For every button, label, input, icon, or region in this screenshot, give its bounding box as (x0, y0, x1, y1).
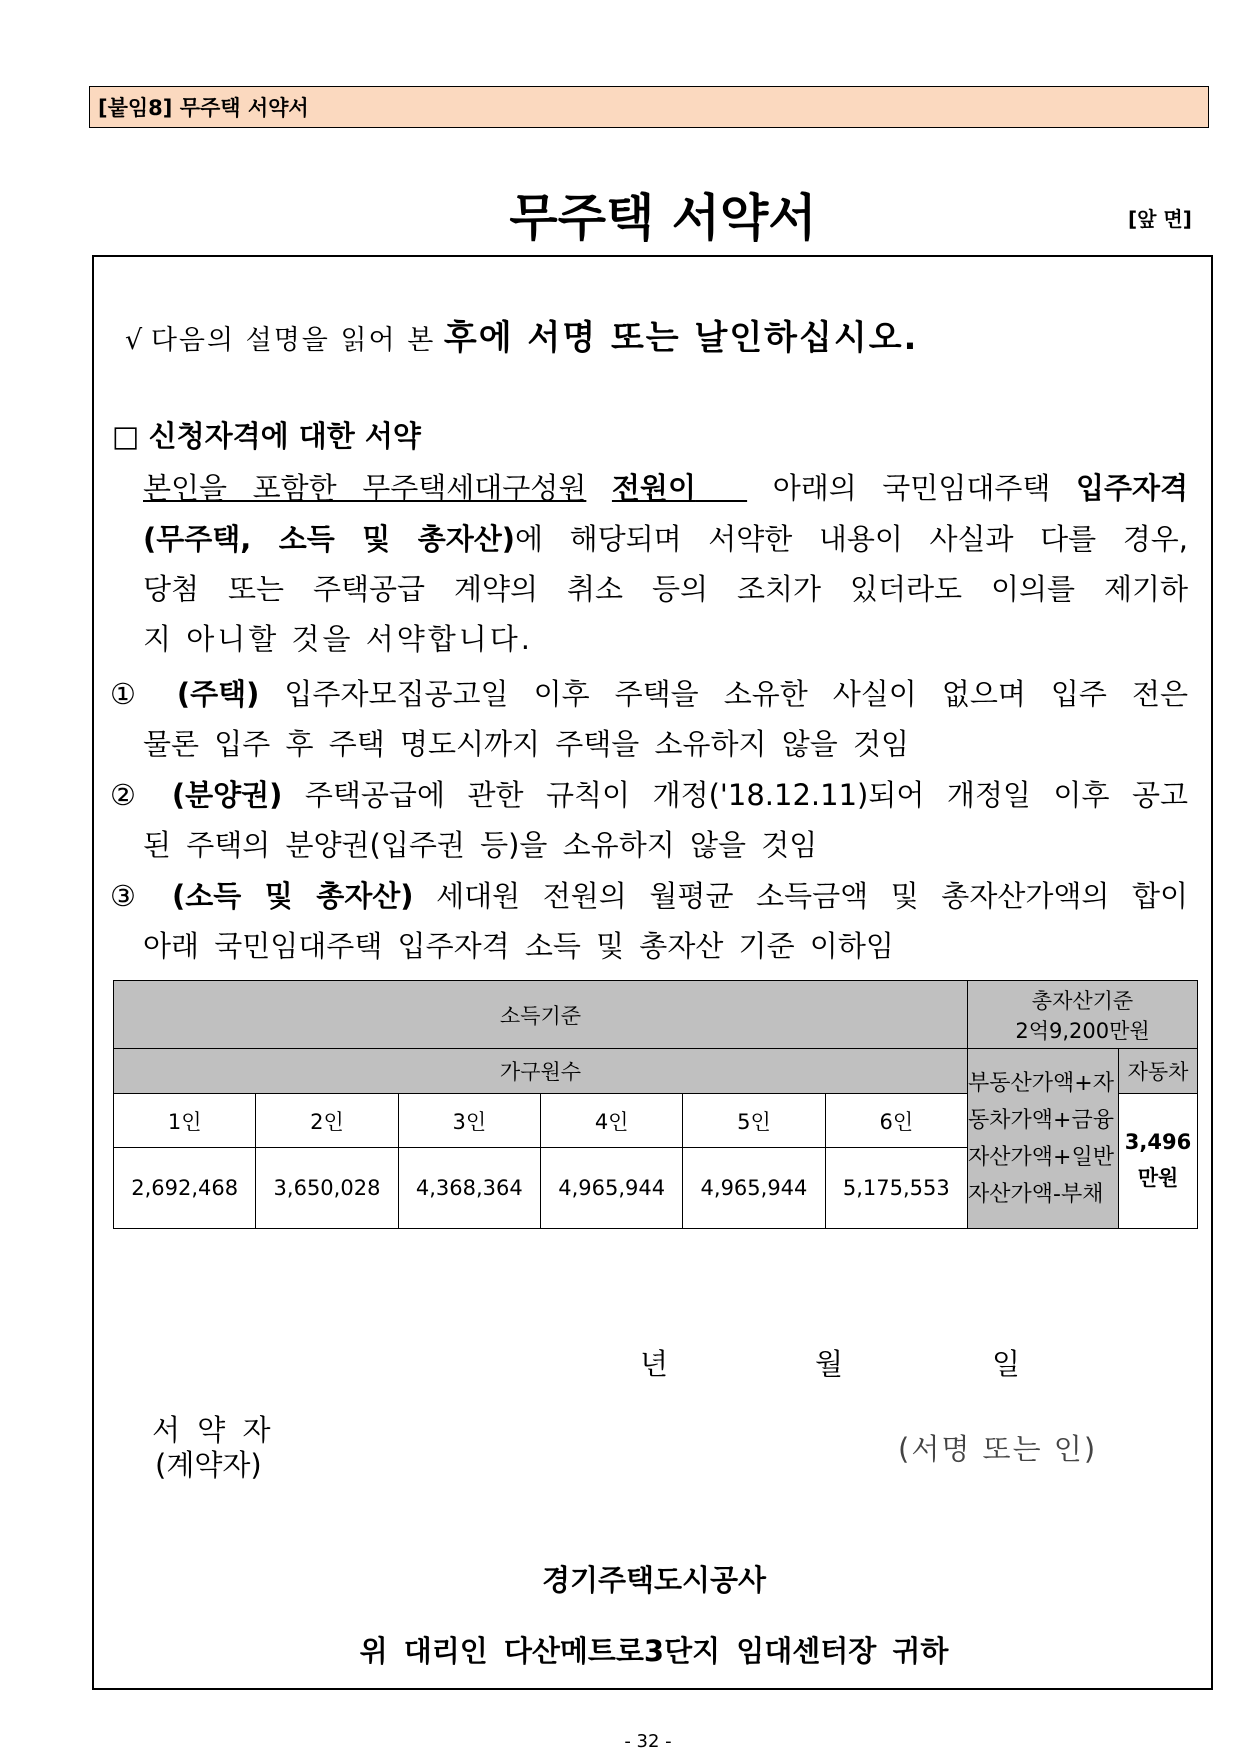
page-title: 무주택 서약서 (509, 189, 817, 247)
num: ① (110, 677, 152, 711)
label: (주택) (176, 677, 260, 711)
household-header: 가구원수 (114, 1049, 968, 1094)
text: 주택공급에 관한 규칙이 개정('18.12.11)되어 개정일 이후 공고 (304, 778, 1188, 812)
asset-formula: 부동산가액+자동차가액+금융자산가액+일반자산가액-부채 (968, 1049, 1119, 1229)
income-cell: 4,965,944 (540, 1148, 682, 1229)
item-1 (110, 672, 1188, 713)
item-3-cont: 아래 국민임대주택 입주자격 소득 및 총자산 기준 이하임 (143, 929, 894, 963)
num: ② (110, 778, 150, 812)
text: 입주자모집공고일 이후 주택을 소유한 사실이 없으며 입주 전은 (284, 677, 1188, 711)
item-3 (110, 874, 1188, 915)
text: 입주자격 (1075, 471, 1189, 505)
paragraph-line-1 (143, 466, 1188, 507)
size-cell: 3인 (398, 1094, 540, 1148)
section-heading (112, 414, 421, 455)
section-title: 신청자격에 대한 서약 (148, 419, 421, 453)
income-cell: 5,175,553 (825, 1148, 967, 1229)
car-header: 자동차 (1119, 1049, 1198, 1094)
income-cell: 4,965,944 (683, 1148, 825, 1229)
size-cell: 4인 (540, 1094, 682, 1148)
instruction-prefix: 다음의 설명을 읽어 본 (150, 325, 436, 356)
signature-field[interactable]: (서명 또는 인) (898, 1432, 1098, 1466)
paragraph-line-3: 당첨 또는 주택공급 계약의 취소 등의 조치가 있더라도 이의를 제기하 (143, 572, 1188, 606)
asset-header-1: 총자산기준 (1031, 988, 1134, 1013)
addressee: 위 대리인 다산메트로3단지 임대센터장 귀하 (359, 1634, 949, 1668)
date-day: 일 (992, 1347, 1021, 1381)
date-month: 월 (815, 1347, 844, 1381)
car-value-1: 3,496 (1124, 1130, 1192, 1154)
size-cell: 6인 (825, 1094, 967, 1148)
organization: 경기주택도시공사 (541, 1563, 767, 1597)
signer-sub: (계약자) (155, 1448, 262, 1482)
checkbox-icon: □ (112, 419, 140, 453)
income-cell: 4,368,364 (398, 1148, 540, 1229)
income-header: 소득기준 (114, 981, 968, 1049)
size-cell: 1인 (114, 1094, 256, 1148)
item-1-cont: 물론 입주 후 주택 명도시까지 주택을 소유하지 않을 것임 (143, 727, 910, 761)
text: 아래의 국민임대주택 (772, 471, 1051, 505)
side-label: [앞 면] (1128, 207, 1192, 231)
asset-header (968, 981, 1198, 1049)
income-cell: 3,650,028 (256, 1148, 398, 1229)
income-cell: 2,692,468 (114, 1148, 256, 1229)
text: 에 해당되며 서약한 내용이 사실과 다를 경우, (515, 522, 1188, 556)
instruction (125, 310, 918, 359)
item-2-cont: 된 주택의 분양권(입주권 등)을 소유하지 않을 것임 (143, 828, 818, 862)
text: (무주택, 소득 및 총자산) (143, 522, 516, 556)
check-icon: √ (125, 325, 143, 356)
size-cell: 2인 (256, 1094, 398, 1148)
income-asset-table (113, 980, 1198, 1229)
instruction-emphasis: 후에 서명 또는 날인하십시오. (443, 318, 919, 358)
page-number: - 32 - (624, 1731, 672, 1752)
asset-header-2: 2억9,200만원 (1015, 1018, 1150, 1043)
num: ③ (110, 879, 150, 913)
signer-label: 서 약 자 (152, 1413, 275, 1447)
car-value-2: 만원 (1137, 1166, 1179, 1190)
car-value (1119, 1094, 1198, 1229)
text: 본인을 포함한 무주택세대구성원 (143, 471, 587, 505)
label: (소득 및 총자산) (171, 879, 414, 913)
item-2 (110, 773, 1188, 814)
attachment-header: [붙임8] 무주택 서약서 (89, 86, 1209, 128)
paragraph-line-2 (143, 517, 1188, 558)
text: 전원이 (611, 471, 696, 505)
paragraph-line-4: 지 아니할 것을 서약합니다. (143, 622, 534, 656)
text: 세대원 전원의 월평균 소득금액 및 총자산가액의 합이 (436, 879, 1189, 913)
label: (분양권) (171, 778, 283, 812)
date-year: 년 (640, 1347, 669, 1381)
size-cell: 5인 (683, 1094, 825, 1148)
